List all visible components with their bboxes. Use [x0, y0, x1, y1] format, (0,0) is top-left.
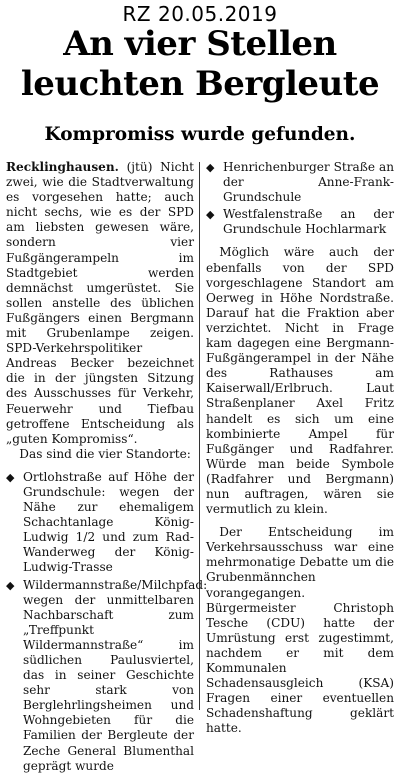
list-item [6, 470, 194, 576]
list-item [206, 207, 394, 237]
column-rule [199, 162, 200, 710]
headline-line-1: An vier Stellen [63, 24, 337, 64]
headline [0, 24, 400, 104]
black-diamond-icon: ◆ [6, 470, 15, 484]
lead-paragraph [6, 160, 194, 447]
body-paragraph: Möglich wäre auch der ebenfalls von der SPD vorgeschlagene Standort am Oerweg in Höhe Nordstraße. Darauf hat die Fraktion aber verzichtet. Nicht in Frage kam dagegen eine Bergmann-Fußgängerampel in der Nähe des Rathauses am Kaiserwall/Erlbruch. Laut Straßenplaner Axel Fritz handelt es sich um eine kombinierte Ampel für Fußgänger und Radfahrer. Würde man beide Symbole (Radfahrer und Bergmann) nun auftragen, wären sie vermutlich zu klein. [206, 245, 394, 517]
location-text: Westfalenstraße an der Grundschule Hochlarmark [223, 207, 394, 237]
subheadline: Kompromiss wurde gefunden. [44, 124, 356, 145]
black-diamond-icon: ◆ [6, 578, 15, 592]
location-text: Ortlohstraße auf Höhe der Grundschule: wegen der Nähe zur ehemaligem Schachtanlage König-Ludwig 1/2 und zum Rad-Wanderweg der König-Ludwig-Trasse [23, 469, 194, 575]
body-paragraph: Der Entscheidung im Verkehrsausschuss war eine mehrmonatige Debatte um die Grubenmännchen vorangegangen. Bürgermeister Christoph Tesche (CDU) hatte der Umrüstung erst zugestimmt, nachdem er mit dem Kommunalen Schadensausgleich (KSA) Fragen einer eventuellen Schadenshaftung geklärt hatte. [206, 525, 394, 736]
article-column-right [206, 160, 394, 736]
lead-text: (jtü) Nicht zwei, wie die Stadtverwaltung es vorgesehen hatte; auch nicht sechs, wie es der SPD am liebsten gewesen wäre, sondern vier Fußgängerampeln im Stadtgebiet werden demnächst umgerüstet. Sie sollen anstelle des üblichen Fußgängers einen Bergmann mit Grubenlampe zeigen. SPD-Verkehrspolitiker Andreas Becker bezeichnet die in der jüngsten Sitzung des Ausschusses für Verkehr, Feuerwehr und Tiefbau getroffene Entscheidung als „guten Kompromiss“. [6, 160, 194, 446]
list-item [206, 160, 394, 205]
black-diamond-icon: ◆ [206, 161, 215, 174]
date-stamp: RZ 20.05.2019 [122, 2, 278, 26]
headline-line-2: leuchten Bergleute [20, 64, 380, 104]
dateline: Recklinghausen. [6, 160, 119, 174]
list-item [6, 577, 208, 774]
location-text: Henrichenburger Straße an der Anne-Frank-Grundschule [223, 160, 394, 205]
article-column-left [6, 160, 208, 776]
black-diamond-icon: ◆ [206, 208, 215, 222]
location-list [6, 469, 208, 774]
location-text: Wildermannstraße/Milchpfad: wegen der unmittelbaren Nachbarschaft zum „Treffpunkt Wildermannstraße“ im südlichen Paulusviertel, das in seiner Geschichte sehr stark von Berglehrlingsheimen und Wohngebieten für die Familien der Bergleute der Zeche General Blumenthal geprägt wurde [23, 577, 208, 773]
locations-intro: Das sind die vier Standorte: [19, 446, 191, 461]
location-list-continued [206, 160, 394, 237]
